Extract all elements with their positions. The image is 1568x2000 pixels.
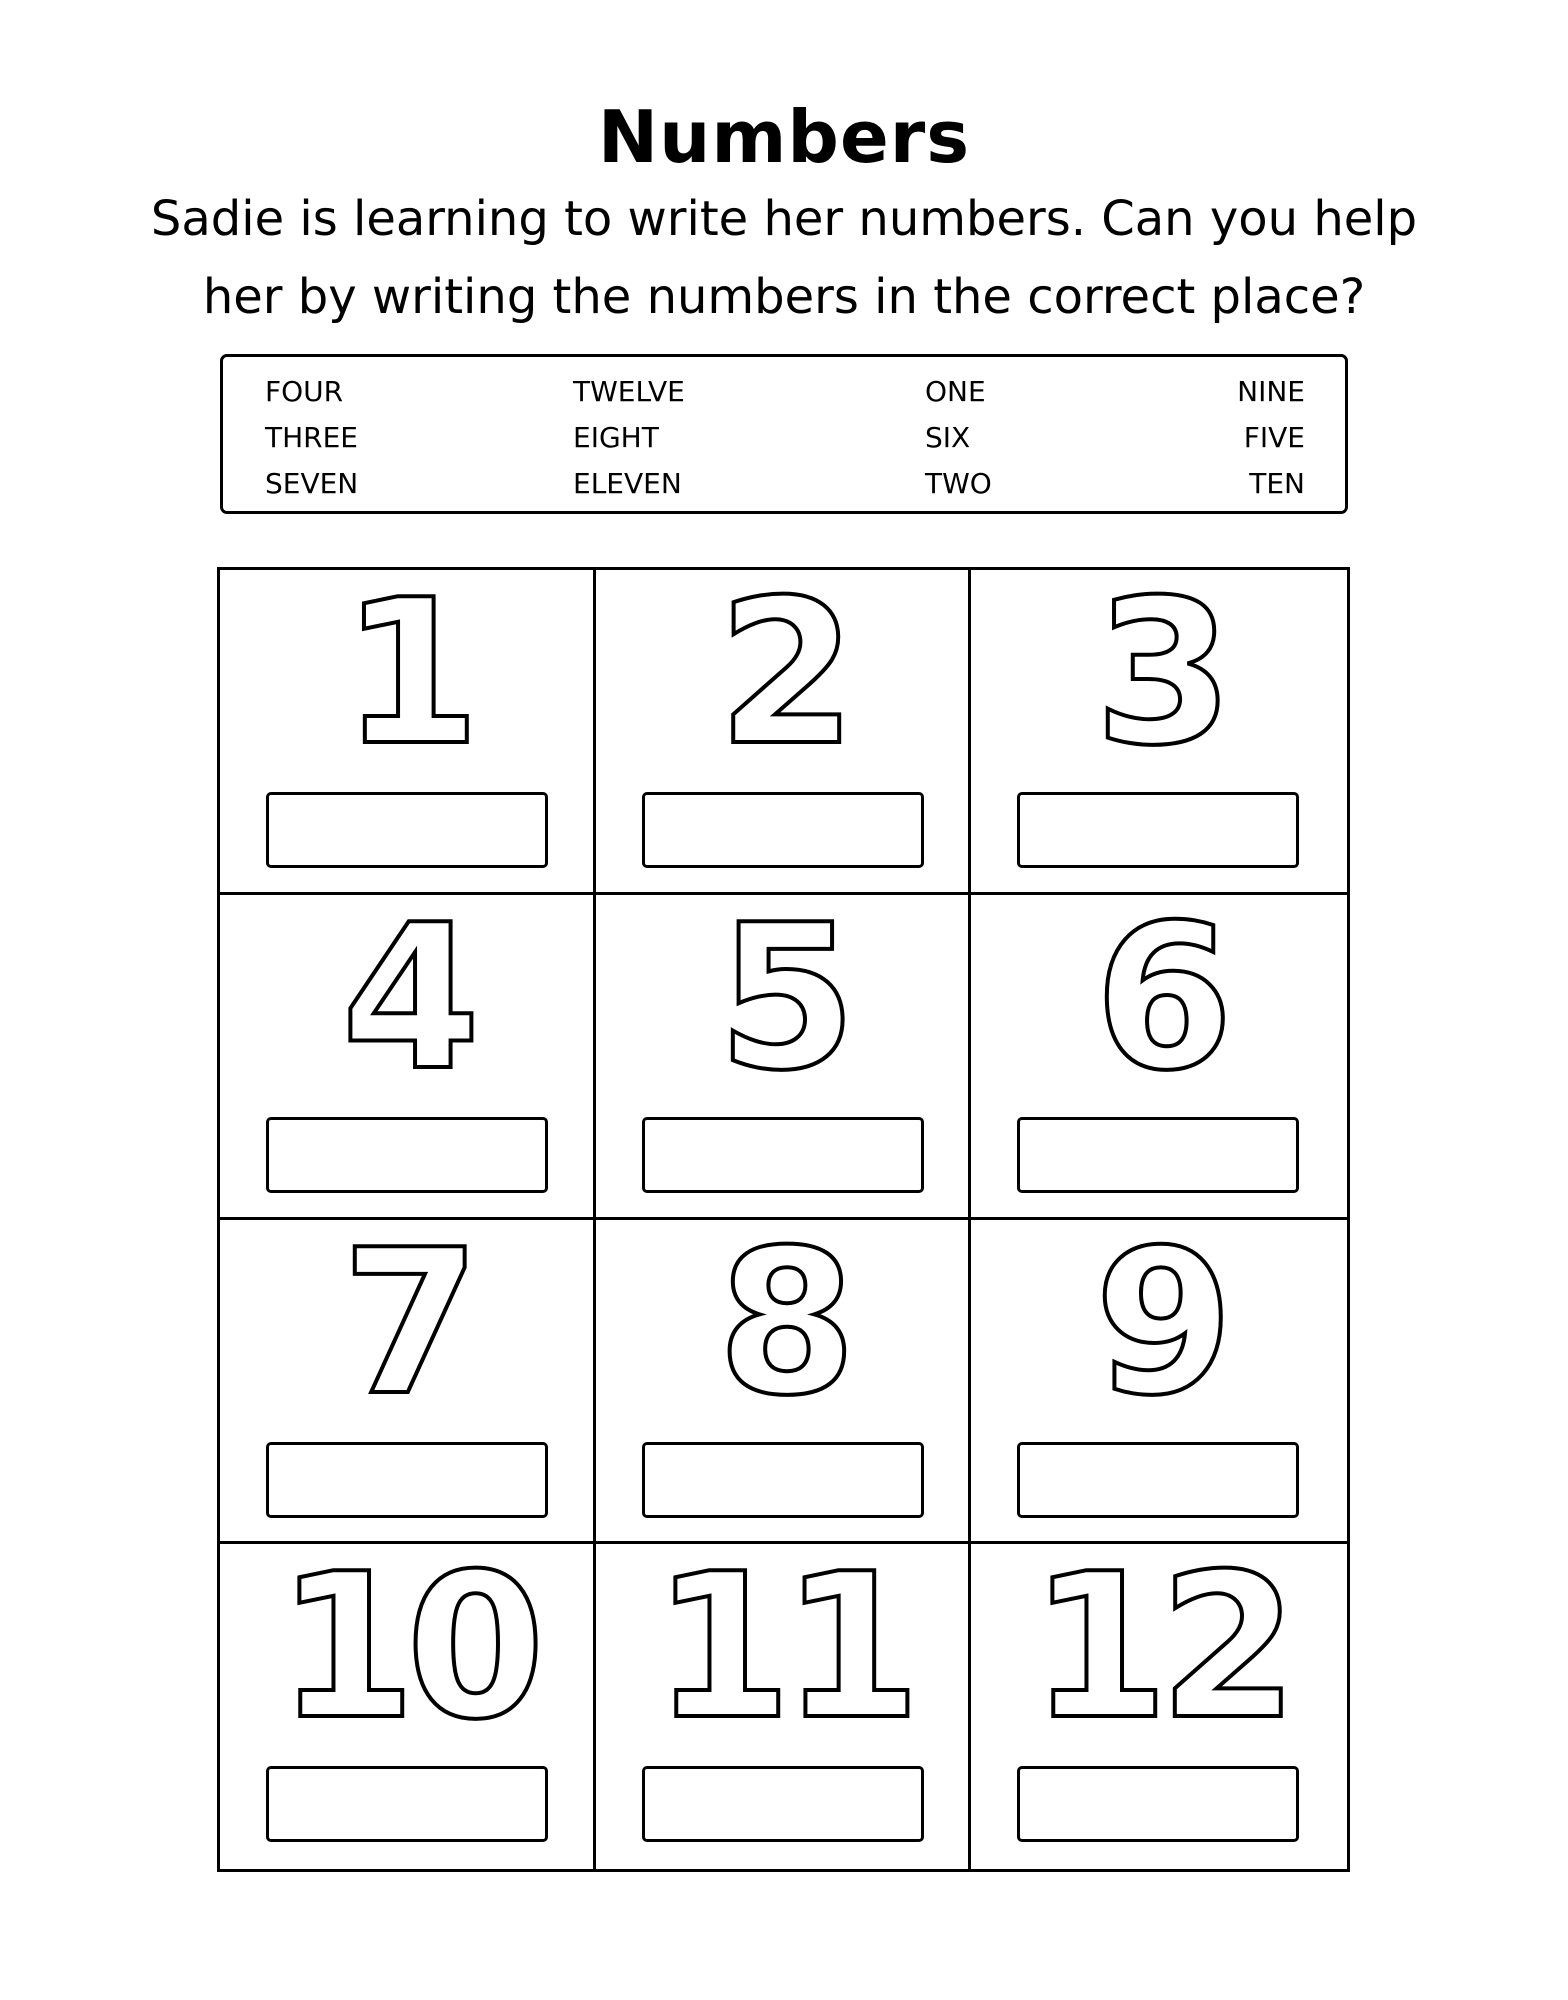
svg-text:10: 10 bbox=[277, 1531, 536, 1765]
word-bank-word: NINE bbox=[1237, 375, 1305, 408]
number-cell bbox=[596, 1531, 972, 1869]
svg-text:3: 3 bbox=[1094, 557, 1224, 790]
svg-text:8: 8 bbox=[717, 1206, 847, 1440]
number-cell bbox=[596, 557, 972, 895]
outlined-numeral bbox=[596, 881, 969, 1115]
number-grid bbox=[217, 557, 1350, 1872]
svg-text:1: 1 bbox=[341, 557, 471, 790]
svg-text:11: 11 bbox=[652, 1531, 912, 1765]
answer-box[interactable] bbox=[266, 1766, 548, 1842]
word-bank-word: TEN bbox=[1249, 467, 1305, 500]
outlined-numeral bbox=[596, 557, 969, 790]
svg-text:9: 9 bbox=[1094, 1206, 1224, 1440]
svg-text:12: 12 bbox=[1029, 1531, 1289, 1765]
number-cell bbox=[596, 881, 972, 1220]
svg-text:2: 2 bbox=[717, 557, 847, 790]
answer-box[interactable] bbox=[266, 792, 548, 868]
word-bank-word: SEVEN bbox=[265, 467, 359, 500]
answer-box[interactable] bbox=[1017, 1766, 1299, 1842]
word-bank-word: ONE bbox=[925, 375, 986, 408]
number-cell bbox=[596, 1206, 972, 1545]
answer-box[interactable] bbox=[1017, 792, 1299, 868]
worksheet-instructions: Sadie is learning to write her numbers. Can you help her by writing the numbers in the correct place? bbox=[150, 191, 1418, 325]
number-cell bbox=[220, 1206, 596, 1545]
answer-box[interactable] bbox=[642, 1117, 924, 1193]
answer-box[interactable] bbox=[266, 1117, 548, 1193]
worksheet-title: Numbers bbox=[597, 95, 971, 179]
number-cell bbox=[971, 1531, 1347, 1869]
number-cell bbox=[971, 1206, 1347, 1545]
outlined-numeral bbox=[971, 557, 1347, 790]
answer-box[interactable] bbox=[266, 1442, 548, 1518]
word-bank-word: SIX bbox=[925, 421, 971, 454]
number-cell bbox=[220, 557, 596, 895]
word-bank-word: THREE bbox=[265, 421, 358, 454]
word-bank-word: ELEVEN bbox=[573, 467, 682, 500]
number-cell bbox=[971, 557, 1347, 895]
answer-box[interactable] bbox=[642, 792, 924, 868]
answer-box[interactable] bbox=[642, 1442, 924, 1518]
outlined-numeral bbox=[971, 1531, 1347, 1765]
svg-text:5: 5 bbox=[717, 881, 847, 1115]
outlined-numeral bbox=[220, 1531, 593, 1765]
outlined-numeral bbox=[220, 557, 593, 790]
outlined-numeral bbox=[220, 1206, 593, 1440]
number-cell bbox=[220, 1531, 596, 1869]
answer-box[interactable] bbox=[642, 1766, 924, 1842]
word-bank-word: TWO bbox=[925, 467, 992, 500]
outlined-numeral bbox=[971, 881, 1347, 1115]
word-bank-word: FIVE bbox=[1243, 421, 1305, 454]
word-bank bbox=[220, 354, 1348, 514]
svg-text:7: 7 bbox=[341, 1206, 471, 1440]
word-bank-word: FOUR bbox=[265, 375, 344, 408]
word-bank-word: EIGHT bbox=[573, 421, 659, 454]
outlined-numeral bbox=[596, 1531, 969, 1765]
outlined-numeral bbox=[596, 1206, 969, 1440]
svg-text:6: 6 bbox=[1094, 881, 1224, 1115]
number-cell bbox=[971, 881, 1347, 1220]
word-bank-word: TWELVE bbox=[573, 375, 685, 408]
answer-box[interactable] bbox=[1017, 1442, 1299, 1518]
outlined-numeral bbox=[220, 881, 593, 1115]
svg-text:4: 4 bbox=[341, 881, 471, 1115]
number-cell bbox=[220, 881, 596, 1220]
answer-box[interactable] bbox=[1017, 1117, 1299, 1193]
outlined-numeral bbox=[971, 1206, 1347, 1440]
